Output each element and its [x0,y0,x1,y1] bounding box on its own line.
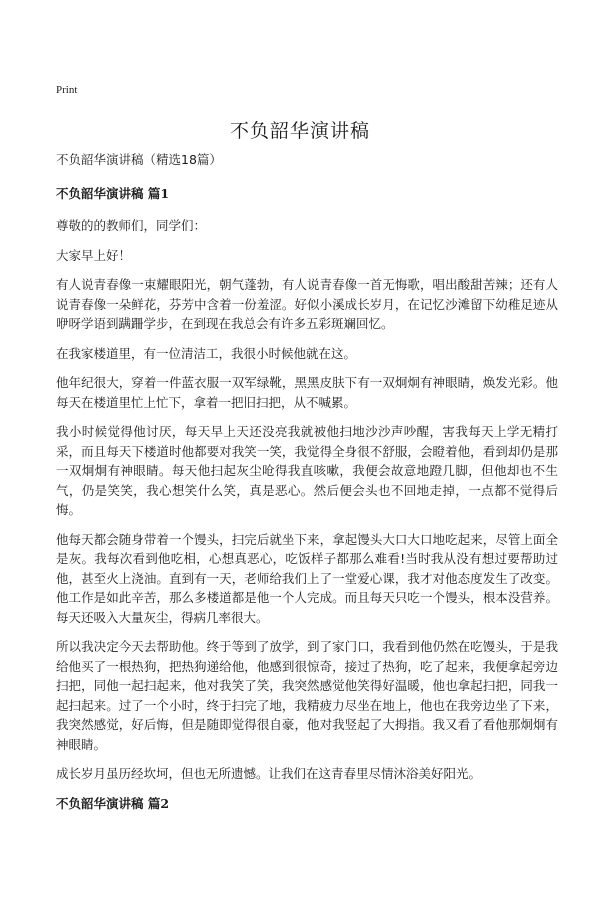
paragraph-childhood-feelings: 我小时候觉得他讨厌，每天早上天还没亮我就被他扫地沙沙声吵醒，害我每天上学无精打采，而且每天下楼道时他都要对我笑一笑，我觉得全身很不舒服，会瞪着他，看到却仍是那一双炯炯有神眼睛。每天他扫起灰尘呛得我直咳嗽，我便会故意地蹬几脚，但他却也不生气，仍是笑笑，我心想笑什么笑，真是恶心。然后便会头也不回地走掉，一点都不觉得后悔。 [56,424,558,517]
page-title: 不负韶华演讲稿 [229,120,370,142]
paragraph-cleaner-intro: 在我家楼道里，有一位清洁工，我很小时候他就在这。 [56,345,357,361]
document-subtitle: 不负韶华演讲稿（精选18篇） [56,152,222,167]
paragraph-steamed-bun: 他每天都会随身带着一个馒头，扫完后就坐下来，拿起馒头大口大口地吃起来，尽管上面全是灰。我每次看到他吃相，心想真恶心，吃饭样子都那么难看!当时我从没有想过要帮助过他，甚至火上浇油。直到有一天，老师给我们上了一堂爱心课，我才对他态度发生了改变。他工作是如此辛苦，那么多楼道都是他一个人完成。而且每天只吃一个馒头，根本没营养。每天还吸入大量灰尘，得病几率很大。 [56,531,558,625]
paragraph-helping: 所以我决定今天去帮助他。终于等到了放学，到了家门口，我看到他仍然在吃馒头，于是我给他买了一根热狗，把热狗递给他，他感到很惊奇，接过了热狗，吃了起来，我便拿起旁边扫把，同他一起扫起来，他对我笑了笑，我突然感觉他笑得好温暖，他也拿起扫把，同我一起扫起来。过了一个小时，终于扫完了地，我精疲力尽坐在地上，他也在我旁边坐了下来，我突然感觉，好后悔，但是随即觉得很自豪，他对我竖起了大拇指。我又看了看他那炯炯有神眼睛。 [56,639,558,752]
document-body [56,150,558,826]
section-heading-2: 不负韶华演讲稿 篇2 [56,795,170,811]
paragraph-conclusion: 成长岁月虽历经坎坷，但也无所遗憾。让我们在这青春里尽情沐浴美好阳光。 [56,766,482,781]
print-link[interactable]: Print [56,84,78,96]
paragraph-greeting: 尊敬的的教师们，同学们： [56,218,207,233]
section-heading-1: 不负韶华演讲稿 篇1 [56,186,170,201]
paragraph-youth: 有人说青春像一束耀眼阳光，朝气蓬勃，有人说青春像一首无悔歌，唱出酸甜苦辣；还有人说青春像一朵鲜花，芬芳中含着一份羞涩。好似小溪成长岁月，在记忆沙滩留下幼稚足迹从咿呀学语到蹒跚学步，在到现在我总会有许多五彩斑斓回忆。 [56,277,558,331]
paragraph-good-morning: 大家早上好！ [56,247,132,263]
paragraph-cleaner-description: 他年纪很大，穿着一件蓝衣服一双军绿靴，黑黑皮肤下有一双炯炯有神眼睛，焕发光彩。他每天在楼道里忙上忙下，拿着一把旧扫把，从不喊累。 [56,375,558,410]
